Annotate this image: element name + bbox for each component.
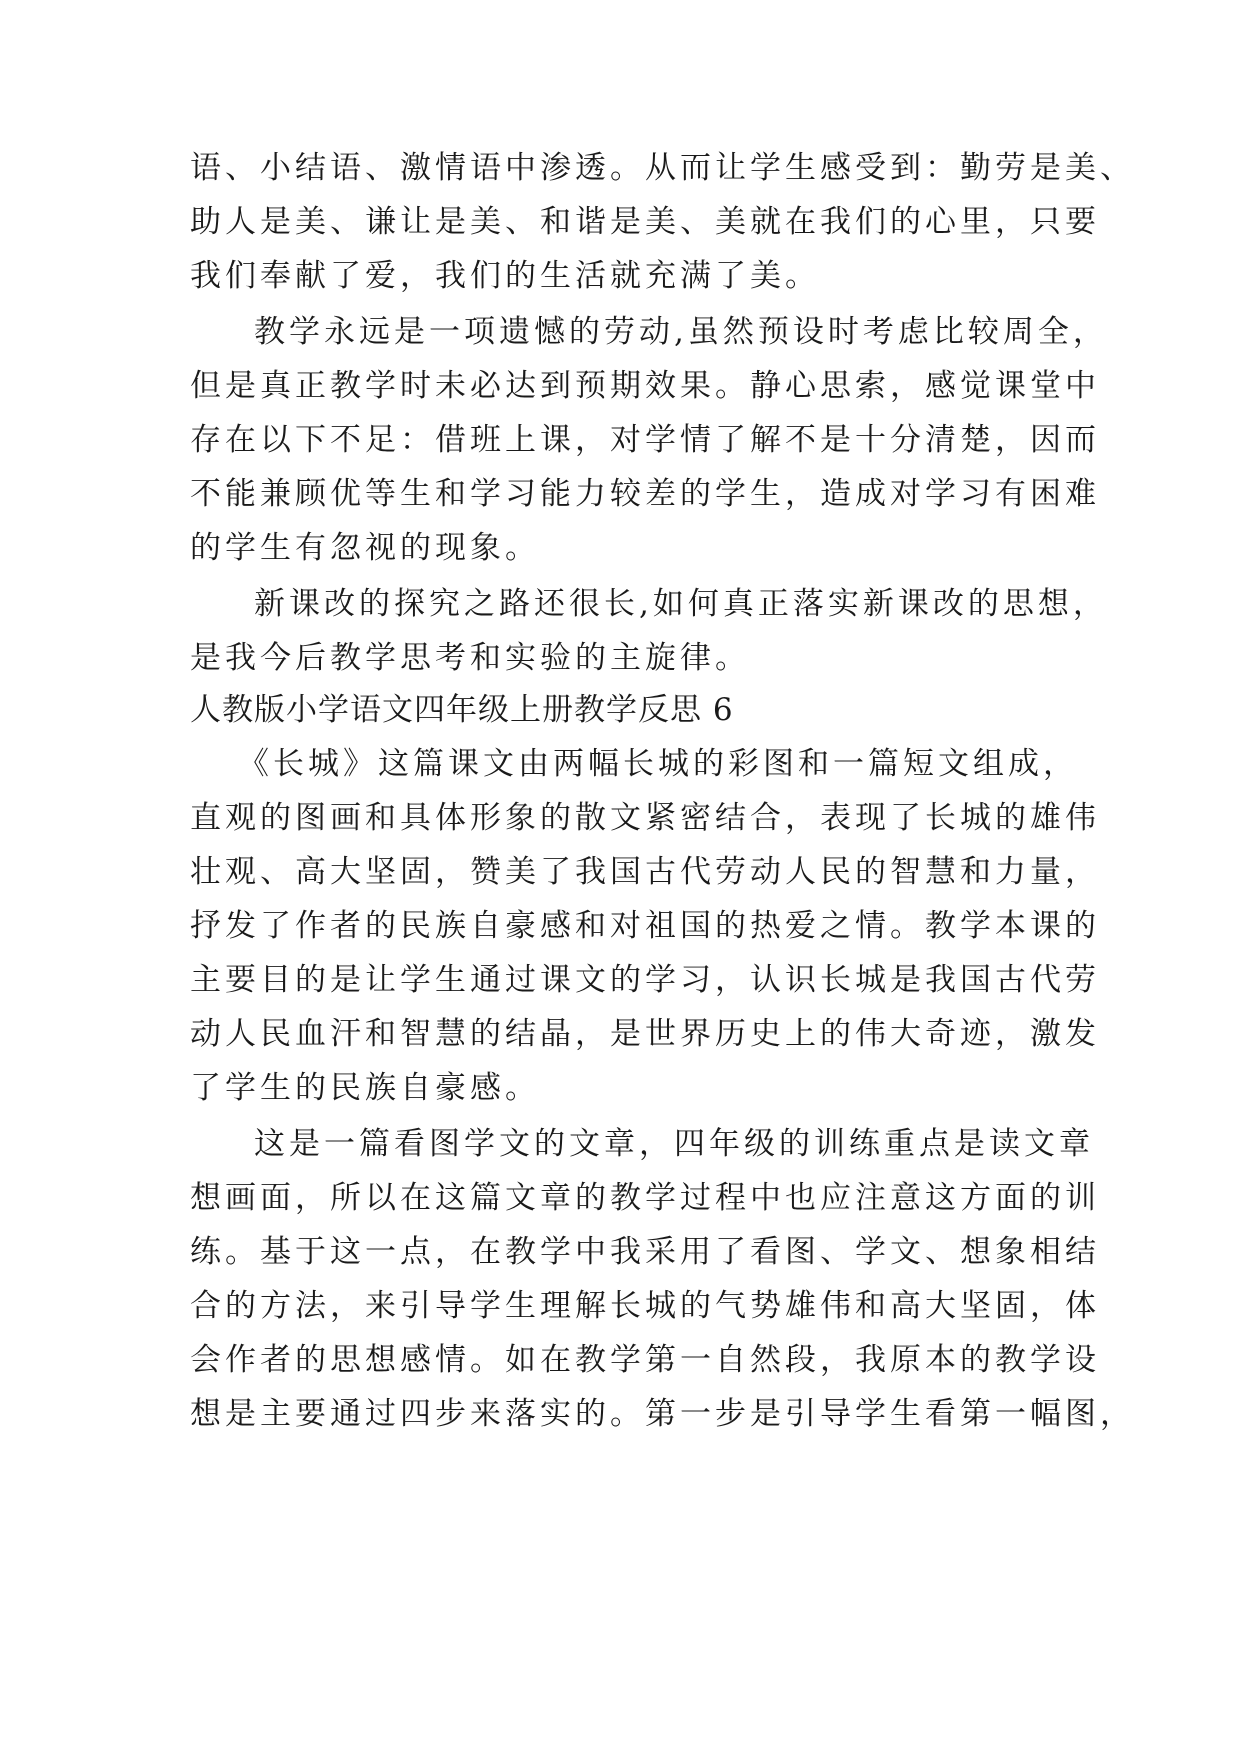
text-line: 抒发了作者的民族自豪感和对祖国的热爱之情。教学本课的 [190, 908, 1100, 944]
text-line: 壮观、高大坚固，赞美了我国古代劳动人民的智慧和力量， [190, 854, 1100, 890]
text-line: 语、小结语、激情语中渗透。从而让学生感受到：勤劳是美、 [190, 150, 1135, 186]
text-line: 《长城》这篇课文由两幅长城的彩图和一篇短文组成， [238, 746, 1078, 782]
text-line: 助人是美、谦让是美、和谐是美、美就在我们的心里，只要 [190, 204, 1100, 240]
text-line: 想画面，所以在这篇文章的教学过程中也应注意这方面的训 [190, 1180, 1100, 1216]
text-line: 直观的图画和具体形象的散文紧密结合，表现了长城的雄伟 [190, 800, 1100, 836]
text-line: 存在以下不足：借班上课，对学情了解不是十分清楚，因而 [190, 422, 1100, 458]
text-line: 不能兼顾优等生和学习能力较差的学生，造成对学习有困难 [190, 476, 1100, 512]
text-line: 动人民血汗和智慧的结晶，是世界历史上的伟大奇迹，激发 [190, 1016, 1100, 1052]
text-line: 会作者的思想感情。如在教学第一自然段，我原本的教学设 [190, 1342, 1100, 1378]
text-line: 新课改的探究之路还很长,如何真正落实新课改的思想， [254, 586, 1108, 622]
text-line: 了学生的民族自豪感。 [190, 1070, 540, 1106]
text-line: 的学生有忽视的现象。 [190, 530, 540, 566]
text-line: 主要目的是让学生通过课文的学习，认识长城是我国古代劳 [190, 962, 1100, 998]
text-line: 是我今后教学思考和实验的主旋律。 [190, 640, 750, 676]
text-line: 合的方法，来引导学生理解长城的气势雄伟和高大坚固，体 [190, 1288, 1100, 1324]
text-line: 练。基于这一点，在教学中我采用了看图、学文、想象相结 [190, 1234, 1100, 1270]
text-line: 但是真正教学时未必达到预期效果。静心思索，感觉课堂中 [190, 368, 1100, 404]
text-line: 这是一篇看图学文的文章，四年级的训练重点是读文章 [254, 1126, 1094, 1162]
text-line: 教学永远是一项遗憾的劳动,虽然预设时考虑比较周全， [254, 314, 1108, 350]
text-line: 我们奉献了爱，我们的生活就充满了美。 [190, 258, 820, 294]
section-heading: 人教版小学语文四年级上册教学反思 6 [190, 692, 734, 728]
text-line: 想是主要通过四步来落实的。第一步是引导学生看第一幅图， [190, 1396, 1135, 1432]
